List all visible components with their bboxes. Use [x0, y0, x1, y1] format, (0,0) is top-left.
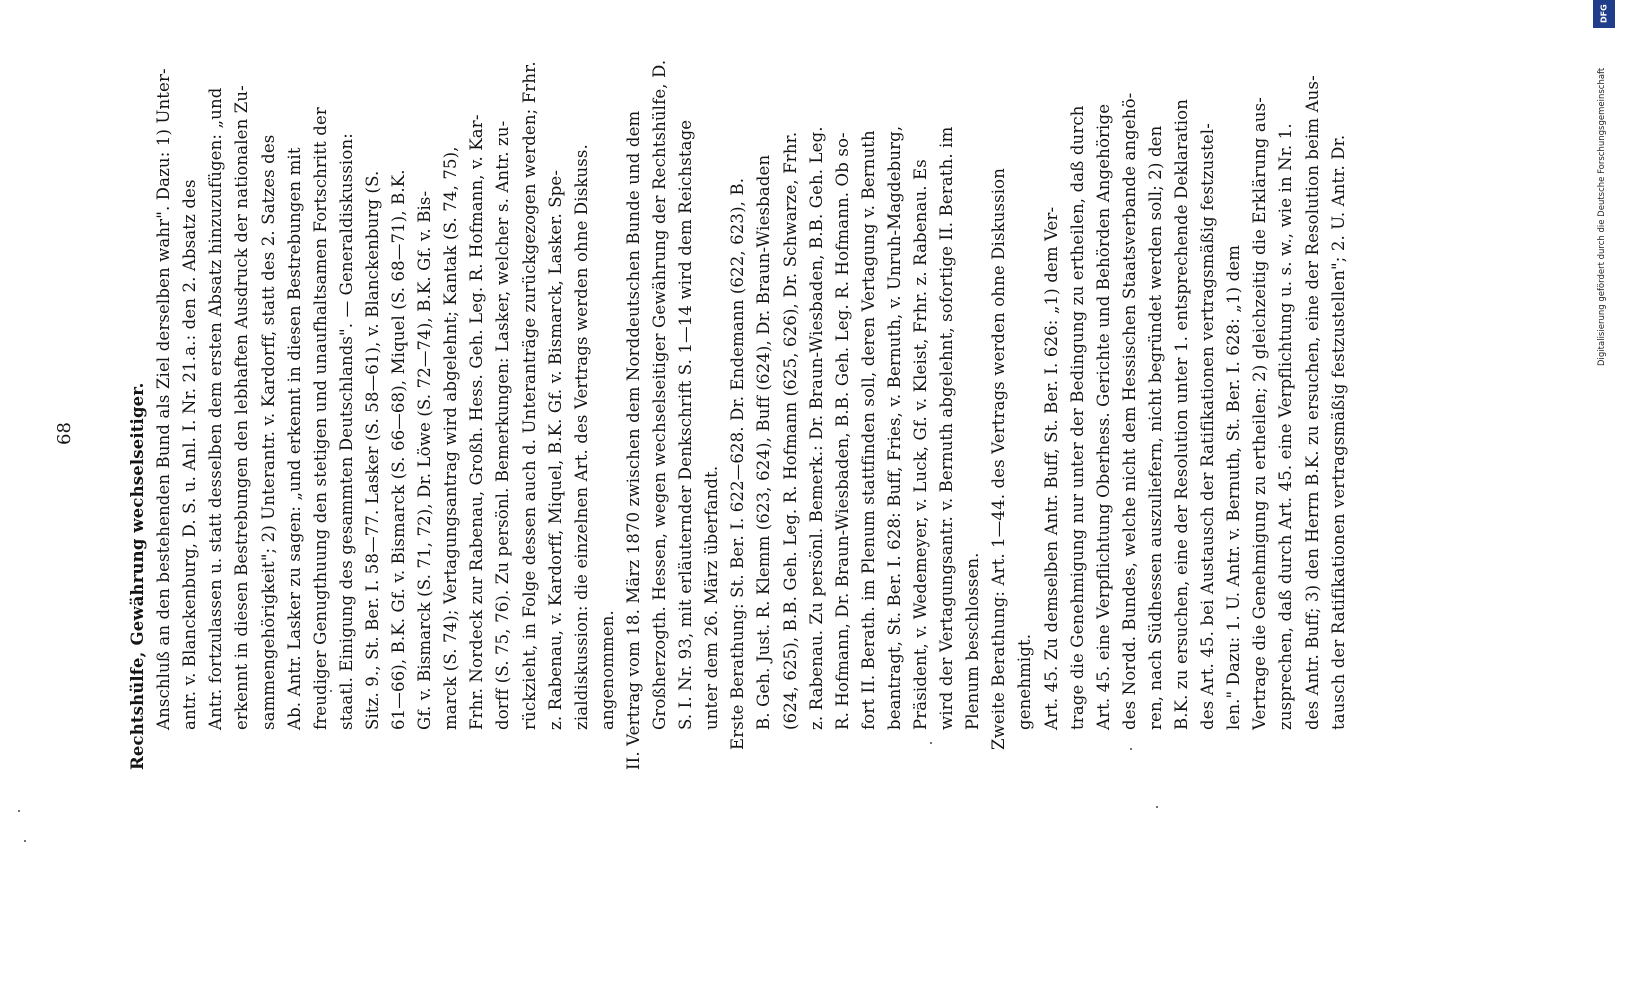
text-line: freudiger Genugthuung den stetigen und unaufhaltsamen Fortschritt der [310, 107, 330, 730]
text-line: II. Vertrag vom 18. März 1870 zwischen dem Norddeutschen Bunde und dem [623, 110, 643, 770]
text-line: 61—66), B.K. Gf. v. Bismarck (S. 66—68), Miquel (S. 68—71), B.K. [389, 169, 408, 730]
text-line: Ab. Antr. Lasker zu sagen: „und erkennt in diesen Bestrebungen mit [284, 147, 304, 730]
text-line: Großherzogth. Hessen, wegen wechselseitiger Gewährung der Rechtshülfe, D. [650, 59, 669, 730]
text-line: Erste Berathung: St. Ber. I. 622—628. Dr. Endemann (622, 623), B. [728, 177, 748, 750]
text-line: des Nordd. Bundes, welche nicht dem Hessischen Staatsverbande angehö- [1119, 92, 1139, 730]
text-line: angenommen. [597, 610, 617, 730]
digitization-credit [1585, 0, 1625, 1000]
text-line: staatl. Einigung des gesammten Deutschlands". — Generaldiskussion: [336, 133, 356, 730]
text-line: antr. v. Blanckenburg, D. S. u. Anl. I. Nr. 21.a.: den 2. Absatz des [180, 179, 200, 730]
text-line: unter dem 26. März überfandt. [702, 465, 722, 730]
text-line: genehmigt. [1015, 633, 1035, 730]
text-line: Gf. v. Bismarck (S. 71, 72), Dr. Löwe (S. 72—74), B.K. Gf. v. Bis- [415, 190, 435, 730]
section-heading: Rechtshülfe, Gewährung wechselseitiger. [128, 382, 147, 770]
text-line: z. Rabenau. Zu persönl. Bemerk.: Dr. Braun-Wiesbaden, B.B. Geh. Leg. [806, 126, 826, 730]
text-line: fort II. Berath. im Plenum stattfinden soll, deren Vertagung v. Bernuth [858, 130, 878, 730]
text-line: wird der Vertagungsantr. v. Bernuth abgelehnt, sofortige II. Berath. im [937, 126, 957, 730]
text-line: beantragt, St. Ber. I. 628: Buff, Fries, v. Bernuth, v. Unruh-Magdeburg, [884, 125, 904, 730]
text-line: dorff (S. 75, 76). Zu persönl. Bemerkungen: Lasker, welcher s. Antr. zu- [493, 120, 513, 730]
text-line: Sitz. 9., St. Ber. I. 58—77. Lasker (S. 58—61), v. Blanckenburg (S. [362, 170, 382, 730]
text-line: Art. 45. eine Verpflichtung Oberhess. Gerichte und Behörden Angehörige [1093, 103, 1113, 730]
page-number: 68 [54, 422, 75, 445]
text-line: Zweite Berathung: Art. 1—44. des Vertrags werden ohne Diskussion [989, 167, 1009, 750]
text-line: zialdiskussion: die einzelnen Art. des Vertrags werden ohne Diskuss. [571, 144, 591, 730]
text-line: tausch der Ratifikationen vertragsmäßig festzustellen"; 2. U. Antr. Dr. [1328, 134, 1348, 730]
text-line: des Art. 45. bei Austausch der Ratifikationen vertragsmäßig festzustel- [1198, 123, 1218, 730]
text-line: Art. 45. Zu demselben Antr. Buff, St. Ber. I. 626: „1) dem Ver- [1041, 206, 1061, 730]
text-line: marck (S. 74); Vertagungsantrag wird abgelehnt; Kantak (S. 74, 75), [441, 146, 461, 730]
text-line: trage die Genehmigung nur unter der Bedingung zu ertheilen, daß durch [1067, 105, 1087, 730]
text-line: rückzieht, in Folge dessen auch d. Unteranträge zurückgezogen werden; Frhr. [519, 61, 539, 730]
text-line: ren, nach Südhessen auszuliefern, nicht begründet werden soll; 2) den [1145, 125, 1165, 730]
text-line: Antr. fortzulassen u. statt desselben dem ersten Absatz hinzuzufügen: „und [206, 87, 226, 730]
text-line: Vertrage die Genehmigung zu ertheilen; 2) gleichzeitig die Erklärung aus- [1250, 96, 1270, 730]
text-line: B.K. zu ersuchen, eine der Resolution unter 1. entsprechende Deklaration [1172, 99, 1191, 730]
text-line: len." Dazu: 1. U. Antr. v. Bernuth, St. Ber. I. 628: „1) dem [1224, 244, 1244, 730]
text-line: sammengehörigkeit"; 2) Unterantr. v. Kardorff, statt des 2. Satzes des [258, 134, 278, 730]
text-line: Präsident, v. Wedemeyer, v. Luck, Gf. v. Kleist, Frhr. z. Rabenau. Es [911, 159, 930, 730]
text-line: erkennt in diesen Bestrebungen den lebhaften Ausdruck der nationalen Zu- [232, 85, 252, 730]
credit-text: Digitalisierung gefördert durch die Deutsche Forschungsgemeinschaft [1597, 67, 1607, 366]
text-line: (624, 625), B.B. Geh. Leg. R. Hofmann (625, 626), Dr. Schwarze, Frhr. [780, 131, 800, 730]
text-line: S. I. Nr. 93, mit erläuternder Denkschrift S. 1—14 wird dem Reichstage [676, 119, 696, 730]
text-line: R. Hofmann, Dr. Braun-Wiesbaden, B.B. Geh. Leg. R. Hofmann. Ob so- [832, 132, 852, 730]
rotated-text-block [108, 59, 1488, 770]
text-line: Frhr. Nordeck zur Rabenau, Großh. Hess. Geh. Leg. R. Hofmann, v. Kar- [467, 114, 487, 730]
text-line: Anschluß an den bestehenden Bund als Ziel derselben wahr". Dazu: 1) Unter- [154, 68, 174, 730]
text-line: B. Geh. Just. R. Klemm (623, 624), Buff (624), Dr. Braun-Wiesbaden [754, 154, 774, 730]
text-line: z. Rabenau, v. Kardorff, Miquel, B.K. Gf. v. Bismarck, Lasker. Spe- [545, 169, 565, 730]
text-line: des Antr. Buff; 3) den Herrn B.K. zu ersuchen, eine der Resolution beim Aus- [1302, 75, 1322, 730]
text-line: zusprechen, daß durch Art. 45. eine Verpflichtung u. s. w., wie in Nr. 1. [1276, 123, 1296, 730]
dfg-logo: DFG [1593, 0, 1615, 28]
text-line: Plenum beschlossen. [963, 552, 983, 730]
